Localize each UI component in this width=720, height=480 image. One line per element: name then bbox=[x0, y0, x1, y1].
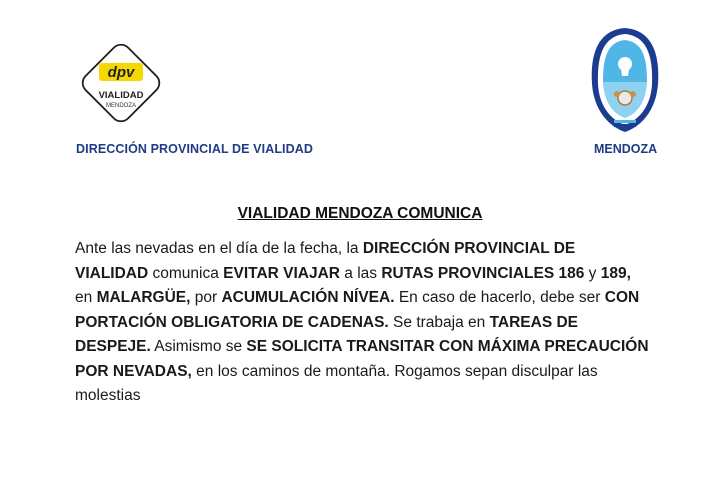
dpv-caption: DIRECCIÓN PROVINCIAL DE VIALIDAD bbox=[76, 142, 314, 156]
dpv-monogram: dpv bbox=[107, 64, 135, 81]
dpv-logo bbox=[74, 36, 168, 130]
body-segment: Ante las nevadas en el día de la fecha, la bbox=[75, 240, 363, 257]
body-segment-bold: TAREAS DE DESPEJE. bbox=[75, 313, 578, 355]
page-title: VIALIDAD MENDOZA COMUNICA bbox=[237, 205, 483, 222]
body-segment-bold: RUTAS PROVINCIALES 186 bbox=[381, 264, 585, 282]
body-segment: en bbox=[75, 289, 97, 306]
body-segment: en los caminos de montaña. Rogamos sepan disculpar las molestias bbox=[75, 362, 598, 404]
mendoza-shield-logo bbox=[586, 24, 664, 136]
dpv-logo-sub: MENDOZA bbox=[106, 103, 136, 109]
body-segment-bold: ACUMULACIÓN NÍVEA. bbox=[221, 289, 395, 306]
body-segment-bold: EVITAR VIAJAR bbox=[223, 264, 340, 282]
communique-body bbox=[75, 237, 650, 409]
body-segment-bold: DIRECCIÓN PROVINCIAL DE VIALIDAD bbox=[75, 240, 576, 282]
body-segment-bold: SE SOLICITA TRANSITAR CON MÁXIMA PRECAUCIÓN POR NEVADAS, bbox=[75, 338, 649, 380]
mendoza-caption: MENDOZA bbox=[594, 142, 658, 156]
body-segment: Se trabaja en bbox=[388, 313, 490, 331]
body-segment-bold: CON PORTACIÓN OBLIGATORIA DE CADENAS. bbox=[75, 289, 640, 331]
body-segment: comunica bbox=[148, 264, 224, 282]
body-segment-bold: MALARGÜE, bbox=[96, 289, 191, 306]
body-segment: por bbox=[190, 289, 222, 306]
dpv-logo-name: VIALIDAD bbox=[98, 90, 144, 101]
body-segment: En caso de hacerlo, debe ser bbox=[394, 289, 605, 306]
body-segment: Asimismo se bbox=[150, 338, 247, 355]
body-segment: a las bbox=[340, 264, 382, 282]
body-segment-bold: 189, bbox=[600, 264, 631, 282]
body-segment: y bbox=[584, 264, 601, 282]
